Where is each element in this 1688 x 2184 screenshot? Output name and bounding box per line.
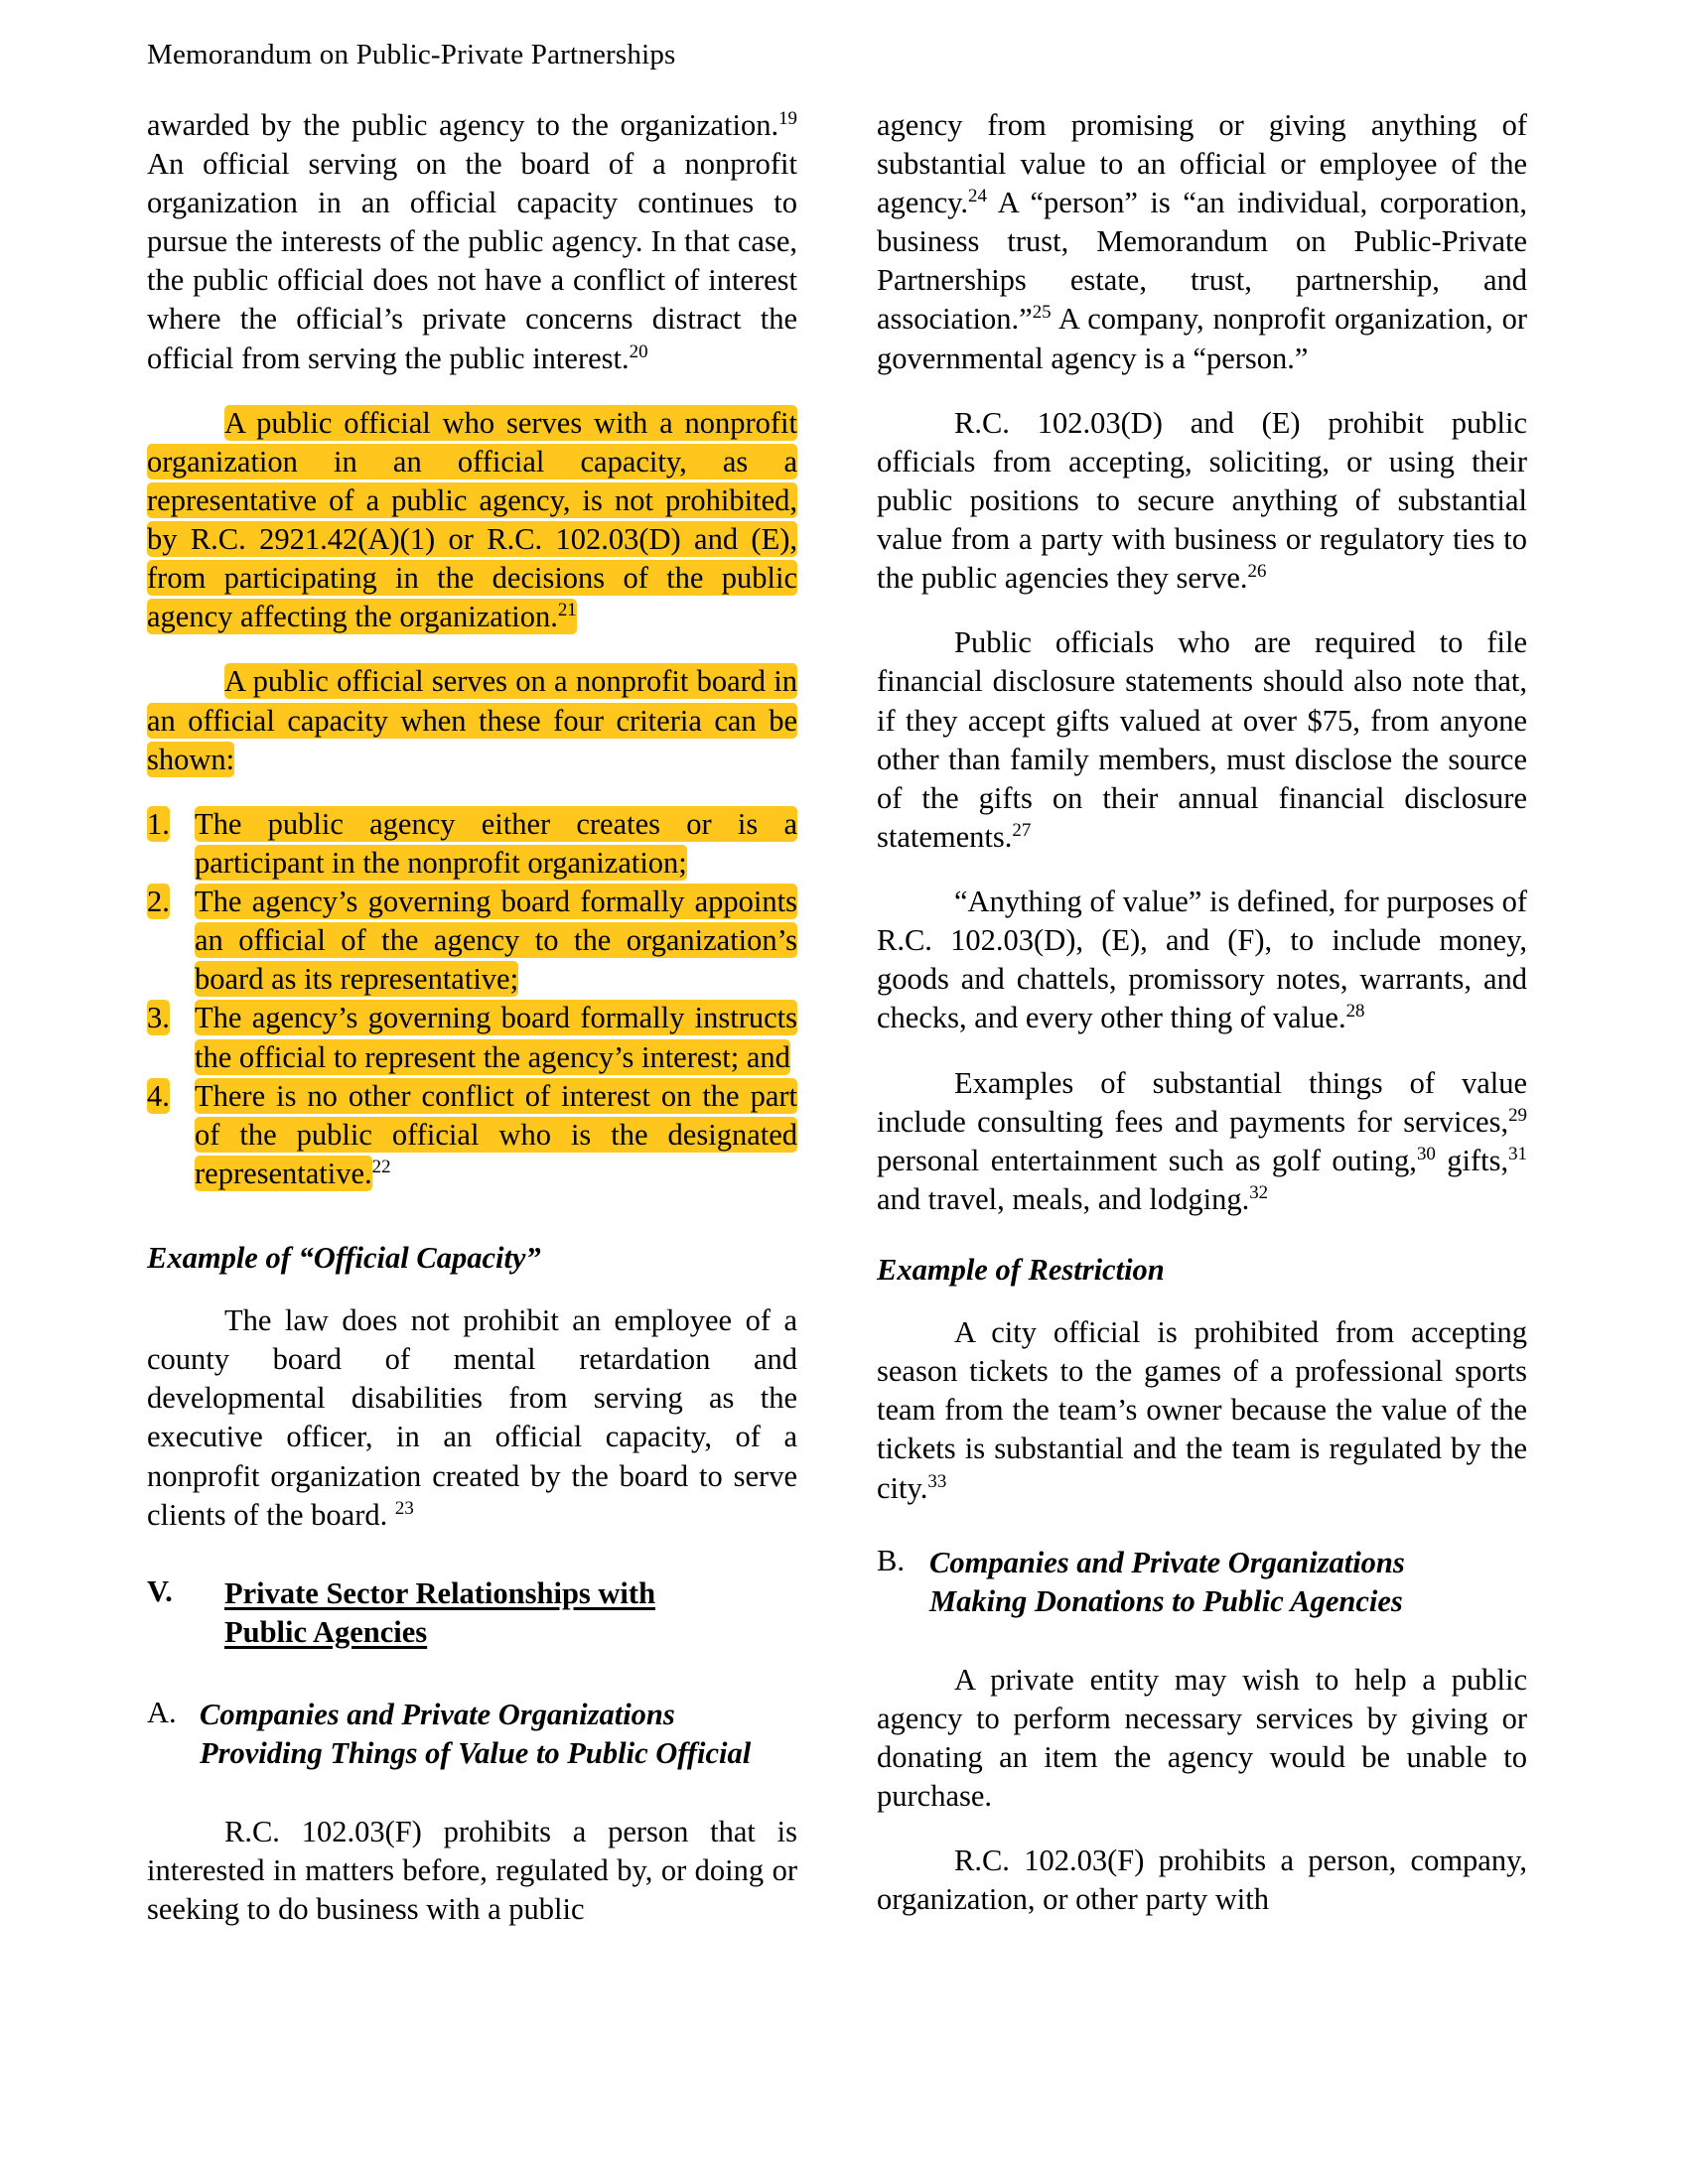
footnote-ref-25: 25 [1032,302,1052,324]
heading-example-official-capacity: Example of “Official Capacity” [147,1241,541,1276]
example-paragraph [147,1301,797,1535]
running-head: Memorandum on Public-Private Partnerships [147,39,676,70]
para-text-c: A company, nonprofit organization, or governmental agency is a “person.” [877,302,1527,375]
paragraph-rc-102-03-d-e [877,404,1527,599]
highlighted-paragraph-2 [147,662,797,778]
heading-subsection-b [877,1544,1527,1621]
criteria-list [147,805,797,1193]
right-column-last-paragraph: R.C. 102.03(F) prohibits a person, company, organization, or other party with [877,1843,1527,1917]
criteria-text: The agency’s governing board formally instructs the official to represent the agency’s interest; and [195,1001,797,1074]
footnote-ref-23: 23 [394,1497,414,1519]
criteria-item [147,999,797,1076]
footnote-ref-27: 27 [1012,819,1032,841]
footnote-ref-24: 24 [968,185,987,206]
para-text: Public officials who are required to file financial disclosure statements should also note that, if they accept gifts valued at over $75, from anyone other than family members, must disclose the source of the gifts on their annual financial disclosure statements. [877,625,1527,854]
para-text-a: agency from promising or giving anything of substantial value to an official or employee of the agency. [877,107,1527,220]
footnote-ref-20: 20 [629,341,648,362]
footnote-ref-19: 19 [778,107,797,129]
subsection-letter: B. [877,1543,905,1577]
paragraph-financial-disclosure [877,623,1527,857]
footnote-ref-29: 29 [1508,1104,1527,1126]
criteria-item [147,883,797,999]
example-text: A city official is prohibited from accepting season tickets to the games of a professional sports team from the team’s owner because the value of the tickets is substantial and the team is regulated by the city. [877,1315,1527,1505]
section-title-line2: Public Agencies [224,1614,428,1649]
left-column [147,106,797,1956]
para-text-d: and travel, meals, and lodging. [877,1181,1250,1216]
highlighted-paragraph-1 [147,404,797,637]
criteria-text: There is no other conflict of interest on the part of the public official who is the designated representative. [195,1078,797,1190]
subsection-letter: A. [147,1695,177,1729]
subsection-title-line1: Companies and Private Organizations [200,1697,675,1731]
heading-example-restriction: Example of Restriction [877,1253,1165,1288]
para-text: “Anything of value” is defined, for purposes of R.C. 102.03(D), (E), and (F), to include money, goods and chattels, promissory notes, warrants, and checks, and every other thing of value. [877,885,1527,1035]
subsection-title [200,1696,797,1773]
criteria-number: 4. [147,1078,170,1113]
para-text-b: An official serving on the board of a nonprofit organization in an official capacity continues to pursue the interests of the public agency. In that case, the public official does not have a conflict of interest where the official’s private concerns distract the official from serving the public interest. [147,146,797,375]
footnote-ref-28: 28 [1345,1001,1365,1023]
section-title [224,1574,797,1652]
subsection-title-line2: Making Donations to Public Agencies [929,1583,1403,1618]
criteria-number: 3. [147,1001,170,1035]
footnote-ref-26: 26 [1247,561,1267,583]
section-numeral: V. [147,1573,173,1608]
left-column-last-paragraph: R.C. 102.03(F) prohibits a person that is interested in matters before, regulated by, or doing or seeking to do business with a public [147,1814,797,1927]
para-text: R.C. 102.03(D) and (E) prohibit public officials from accepting, soliciting, or using their public positions to secure anything of substantial value from a party with business or regulatory ties to the public agencies they serve. [877,405,1527,596]
right-column [877,106,1527,1946]
highlight-span [147,663,797,776]
highlight-span [147,405,797,635]
two-column-body [147,106,1571,1956]
example-paragraph [877,1313,1527,1508]
heading-section-v [147,1574,797,1652]
para-text-b: personal entertainment such as golf outing, [877,1143,1417,1177]
paragraph-continuation [877,106,1527,378]
paragraph-continuation [147,106,797,378]
criteria-text: The public agency either creates or is a participant in the nonprofit organization; [195,806,797,880]
footnote-ref-21: 21 [557,600,577,621]
section-title-line1: Private Sector Relationships with [224,1575,656,1610]
criteria-number: 2. [147,885,170,919]
footnote-ref-33: 33 [927,1470,947,1492]
subsection-title [929,1544,1527,1621]
paragraph-private-entity: A private entity may wish to help a public agency to perform necessary services by giving or donating an item the agency would be unable to purchase. [877,1662,1527,1814]
footnote-ref-32: 32 [1249,1181,1269,1203]
paragraph-examples-of-value [877,1064,1527,1220]
highlight-text: A public official who serves with a nonprofit organization in an official capacity, as a representative of a public agency, is not prohibited, by R.C. 2921.42(A)(1) or R.C. 102.03(D) and (E), from participating in the decisions of the public agency affecting the organization. [147,405,797,634]
criteria-number: 1. [147,806,170,841]
footnote-ref-22: 22 [371,1156,391,1177]
para-text-c: gifts, [1435,1143,1509,1177]
criteria-text: The agency’s governing board formally appoints an official of the agency to the organization’s board as its representative; [195,885,797,997]
footnote-ref-30: 30 [1416,1143,1436,1164]
para-text-a: awarded by the public agency to the organization. [147,107,779,142]
subsection-title-line1: Companies and Private Organizations [929,1545,1405,1579]
example-text: The law does not prohibit an employee of a county board of mental retardation and developmental disabilities from serving as the executive officer, in an official capacity, of a nonprofit organization created by the board to serve clients of the board. [147,1303,797,1532]
subsection-title-line2: Providing Things of Value to Public Official [200,1735,752,1770]
paragraph-anything-of-value [877,883,1527,1038]
heading-subsection-a [147,1696,797,1773]
highlight-text: A public official serves on a nonprofit board in an official capacity when these four criteria can be shown: [147,664,797,776]
criteria-item [147,805,797,883]
para-text-a: Examples of substantial things of value include consulting fees and payments for services, [877,1065,1527,1139]
criteria-item [147,1077,797,1193]
para-text-b: A “person” is “an individual, corporation, business trust, Memorandum on Public-Private Partnerships estate, trust, partnership, and association.” [877,186,1527,337]
footnote-ref-31: 31 [1508,1143,1527,1164]
